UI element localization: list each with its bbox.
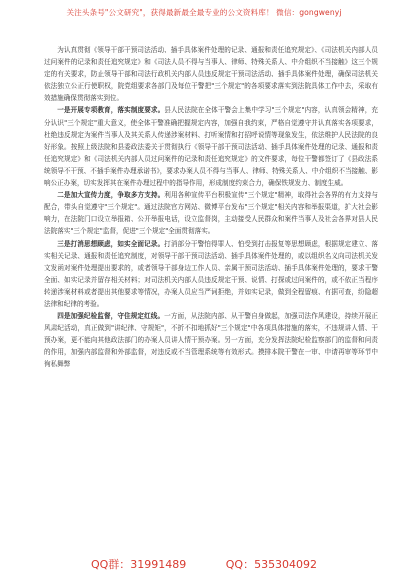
qq-group: QQ群：31991489 (90, 558, 187, 571)
paragraph (44, 44, 378, 104)
paragraph-heading: 二是加大宣传力度，争取多方支持。 (57, 191, 165, 200)
banner: 关注头条号"公文研究"，获得最新最全最专业的公文资料库！ 微信：gongwenyj (66, 8, 342, 17)
paragraph-text: 打消部分干警怕得罪人、怕受到打击报复等思想顾虑，根据规定建立、落实相关记录、通报和责任追究制度，对领导干部干预司法活动、插手具体案件处理的，或以组织名义向司法机关发文发函对案件处理提出要求的，或者领导干部身边工作人员、亲属干预司法活动、插手具体案件处理的，要求干警全面、如实记录并留存相关材料；对司法机关内部人员违反规定干预、说情、打探或过问案件的，或不依正当程序转递涉案材料或者提出其他要求等情况，办案人员应当严词拒绝，并如实记录，做到全程留痕、有据可查，纷隐超法律和纪律的考验。 (44, 239, 378, 308)
paragraph (44, 104, 378, 189)
paragraph-heading: 三是打消思想顾虑，如实全面记录。 (57, 239, 165, 248)
paragraph-text: 一方面，从法院内部、从干警自身做起，加强司法作风建设，持续开展正风肃纪活动，真正做到"讲纪律、守规矩"，不折不扣地抓好"三个规定"中各项具体措施的落实，不违规讲人情、干预办案，更不能向其他政法部门的办案人员讲人情干预办案。另一方面，充分发挥法院纪检监察部门的监督和问责的作用，加强内部监督和外部监督，对违反或不当管理系统等有效形式。摸排本院干警在一审、申请再审等环节中徇私舞弊 (44, 312, 378, 369)
qq-number: QQ：535304092 (225, 558, 318, 571)
paragraph-text: 为认真贯彻《领导干部干预司法活动、插手具体案件处理的记录、通报和责任追究规定》、《司法机关内部人员过问案件的记录和责任追究规定》和《司法人员不得与当事人、律师、特殊关系人、中介组织不当接触》这三个规定的有关要求，防止领导干部和司法行政机关内部人员违反规定干预司法活动、插手具体案件处理，确保司法机关依法独立公正行使职权，院党组要求各部门及每位干警把"三个规定"的各项要求落实到法院具体工作中去，采取有效措施确保贯彻落实到位。 (44, 46, 378, 103)
document-body (44, 44, 378, 371)
footer (0, 558, 408, 572)
paragraph (44, 238, 378, 311)
paragraph-text: 利用各种宣传平台积极宣传"三个规定"精神，取得社会各界的有力支持与配合，带头自觉遵守"三个规定"。通过法院官方网站、微博平台发布"三个规定"相关内容和举报渠道，扩大社会影响力，在法院门口设立举报箱、公开举报电话，设立监督岗，主动接受人民群众和案件当事人及社会各界对县人民法院落实"三个规定"监督，促进"三个规定"全面贯彻落实。 (44, 191, 378, 236)
paragraph-heading: 四是加强纪检监督，守住规定红线。 (57, 312, 165, 321)
paragraph (44, 189, 378, 237)
paragraph-heading: 一是开展专项教育，落实制度要求。 (57, 106, 165, 115)
paragraph-text: 县人民法院在全体干警会上集中学习"三个规定"内容，认真领会精神，充分认识"三个规定"重大意义，使全体干警准确把握规定内容，加强自我约束，严格自觉遵守并认真落实各项要求，杜绝违反规定为案件当事人及其关系人传递涉案材料、打听案情和打招呼说情等现象发生，依法维护人民法院的良好形象。按照上级法院和县委政法委关于贯彻执行《领导干部干预司法活动、插手具体案件处理的记录、通报和责任追究规定》和《司法机关内部人员过问案件的记录和责任追究规定》的文件要求，每位干警都签订了《县政法系统领导不干预、不插手案件办理承诺书》，要求办案人员不得与当事人、律师、特殊关系人、中介组织不当接触、影响公正办案，切实发挥其在案件办理过程中的指导作用，形成制度约束合力，确保铁规发力、制度生威。 (44, 106, 378, 188)
paragraph (44, 310, 378, 370)
